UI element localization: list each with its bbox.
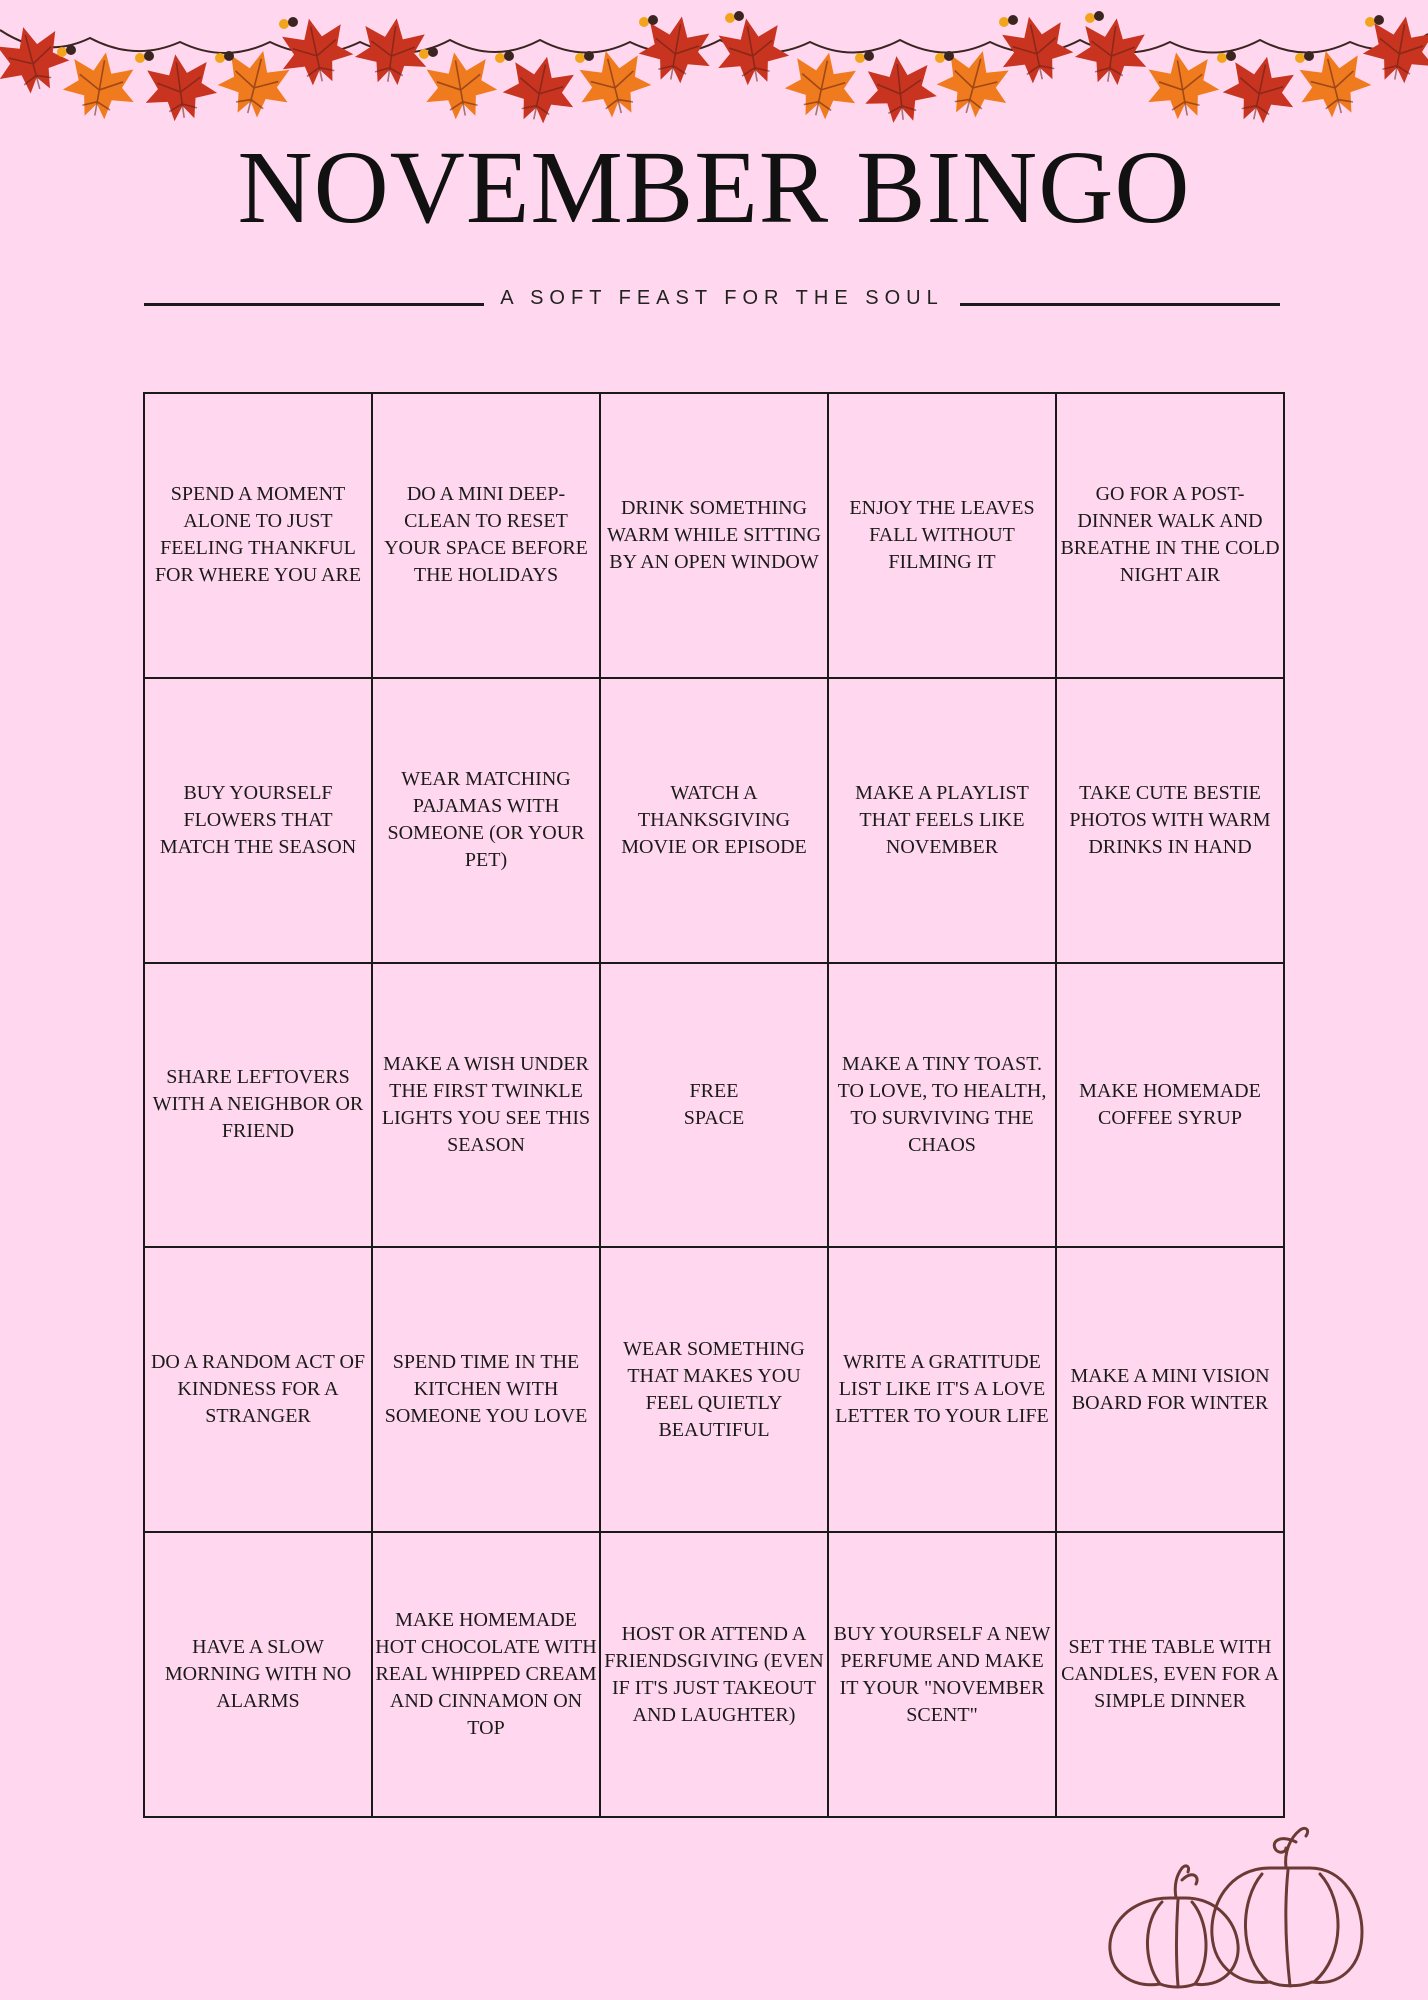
bingo-cell-text: SHARE LEFTOVERS WITH A NEIGHBOR OR FRIEND — [152, 1066, 364, 1143]
bingo-cell[interactable] — [1057, 1248, 1285, 1533]
bingo-cell-text: TAKE CUTE BESTIE PHOTOS WITH WARM DRINKS IN HAND — [1069, 781, 1271, 858]
leaf-icon — [1291, 42, 1377, 123]
bingo-cell-text: MAKE HOMEMADE COFFEE SYRUP — [1079, 1079, 1261, 1129]
leaf-icon — [711, 12, 793, 89]
bingo-cell[interactable] — [373, 679, 601, 964]
bingo-grid — [143, 392, 1285, 1818]
bingo-cell[interactable] — [829, 964, 1057, 1249]
free-space-text: FREE SPACE — [683, 1079, 745, 1129]
bingo-cell[interactable] — [601, 1248, 829, 1533]
bingo-cell-text: BUY YOURSELF A NEW PERFUME AND MAKE IT YOUR "NOVEMBER SCENT" — [833, 1622, 1051, 1726]
bingo-cell-text: MAKE A TINY TOAST. TO LOVE, TO HEALTH, TO SURVIVING THE CHAOS — [837, 1052, 1047, 1156]
bingo-cell-text: MAKE A WISH UNDER THE FIRST TWINKLE LIGHTS YOU SEE THIS SEASON — [381, 1052, 591, 1156]
bingo-cell[interactable] — [145, 679, 373, 964]
berry-icon — [1365, 15, 1384, 27]
berry-icon — [639, 15, 658, 27]
bingo-cell[interactable] — [145, 964, 373, 1249]
bingo-cell-text: HOST OR ATTEND A FRIENDSGIVING (EVEN IF IT'S JUST TAKEOUT AND LAUGHTER) — [604, 1622, 824, 1726]
leaf-icon — [861, 52, 940, 125]
bingo-cell-text: DO A MINI DEEP-CLEAN TO RESET YOUR SPACE BEFORE THE HOLIDAYS — [384, 483, 588, 587]
leaf-icon — [1218, 49, 1302, 129]
bingo-cell-text: MAKE HOMEMADE HOT CHOCOLATE WITH REAL WHIPPED CREAM AND CINNAMON ON TOP — [375, 1609, 597, 1740]
leaf-icon — [1141, 46, 1223, 123]
bingo-cell[interactable] — [829, 1248, 1057, 1533]
bingo-cell-text: MAKE A MINI VISION BOARD FOR WINTER — [1070, 1364, 1270, 1414]
bingo-cell-text: WEAR SOMETHING THAT MAKES YOU FEEL QUIETLY BEAUTIFUL — [623, 1337, 805, 1441]
bingo-cell-text: BUY YOURSELF FLOWERS THAT MATCH THE SEASON — [159, 781, 357, 858]
leaf-icon — [780, 45, 864, 125]
bingo-cell-text: ENJOY THE LEAVES FALL WITHOUT FILMING IT — [849, 496, 1035, 573]
leaf-icon — [419, 46, 501, 123]
small-pumpkin-icon — [1110, 1866, 1238, 1987]
bingo-cell[interactable] — [601, 679, 829, 964]
bingo-cell[interactable] — [829, 679, 1057, 964]
bingo-cell[interactable] — [1057, 964, 1285, 1249]
bingo-cell[interactable] — [145, 1248, 373, 1533]
divider-left — [144, 303, 484, 306]
bingo-cell[interactable] — [829, 1533, 1057, 1818]
bingo-cell[interactable] — [373, 394, 601, 679]
bingo-cell[interactable] — [1057, 679, 1285, 964]
page-title: NOVEMBER BINGO — [237, 130, 1191, 245]
leaf-icon — [931, 42, 1018, 124]
bingo-cell-text: WATCH A THANKSGIVING MOVIE OR EPISODE — [621, 781, 807, 858]
leaf-icon — [0, 18, 75, 100]
bingo-cell-text: HAVE A SLOW MORNING WITH NO ALARMS — [164, 1636, 352, 1713]
bingo-cell-text: WRITE A GRATITUDE LIST LIKE IT'S A LOVE LETTER TO YOUR LIFE — [835, 1351, 1049, 1428]
leaf-icon — [59, 46, 141, 123]
leaf-icon — [140, 49, 220, 124]
bingo-cell[interactable] — [829, 394, 1057, 679]
bingo-cell-text: SPEND A MOMENT ALONE TO JUST FEELING THANKFUL FOR WHERE YOU ARE — [154, 483, 362, 587]
subtitle: A SOFT FEAST FOR THE SOUL — [500, 287, 944, 309]
bingo-cell[interactable] — [601, 394, 829, 679]
subtitle-row — [144, 282, 1280, 326]
bingo-cell-text: SET THE TABLE WITH CANDLES, EVEN FOR A SIMPLE DINNER — [1061, 1636, 1279, 1713]
bingo-cell[interactable] — [373, 1248, 601, 1533]
berry-icon — [135, 51, 154, 63]
bingo-cell-text: MAKE A PLAYLIST THAT FEELS LIKE NOVEMBER — [855, 781, 1029, 858]
berry-icon — [279, 17, 298, 29]
bingo-cell[interactable] — [373, 1533, 601, 1818]
bingo-cell[interactable] — [1057, 394, 1285, 679]
bingo-cell[interactable] — [601, 1533, 829, 1818]
bingo-cell[interactable] — [145, 1533, 373, 1818]
free-space-cell[interactable] — [601, 964, 829, 1249]
bingo-cell[interactable] — [1057, 1533, 1285, 1818]
bingo-cell[interactable] — [145, 394, 373, 679]
bingo-cell-text: DRINK SOMETHING WARM WHILE SITTING BY AN OPEN WINDOW — [606, 496, 822, 573]
bingo-cell-text: GO FOR A POST-DINNER WALK AND BREATHE IN THE COLD NIGHT AIR — [1060, 483, 1280, 587]
berry-icon — [999, 15, 1018, 27]
bingo-cell-text: WEAR MATCHING PAJAMAS WITH SOMEONE (OR YOUR PET) — [387, 768, 585, 872]
divider-right — [960, 303, 1280, 306]
pumpkins-icon — [1100, 1820, 1370, 1990]
berry-icon — [1085, 11, 1104, 23]
bingo-cell-text: DO A RANDOM ACT OF KINDNESS FOR A STRANGER — [150, 1351, 366, 1428]
berry-icon — [725, 11, 744, 23]
bingo-cell[interactable] — [373, 964, 601, 1249]
bingo-cell-text: SPEND TIME IN THE KITCHEN WITH SOMEONE YOU LOVE — [384, 1351, 588, 1428]
leaf-icon — [498, 49, 582, 129]
